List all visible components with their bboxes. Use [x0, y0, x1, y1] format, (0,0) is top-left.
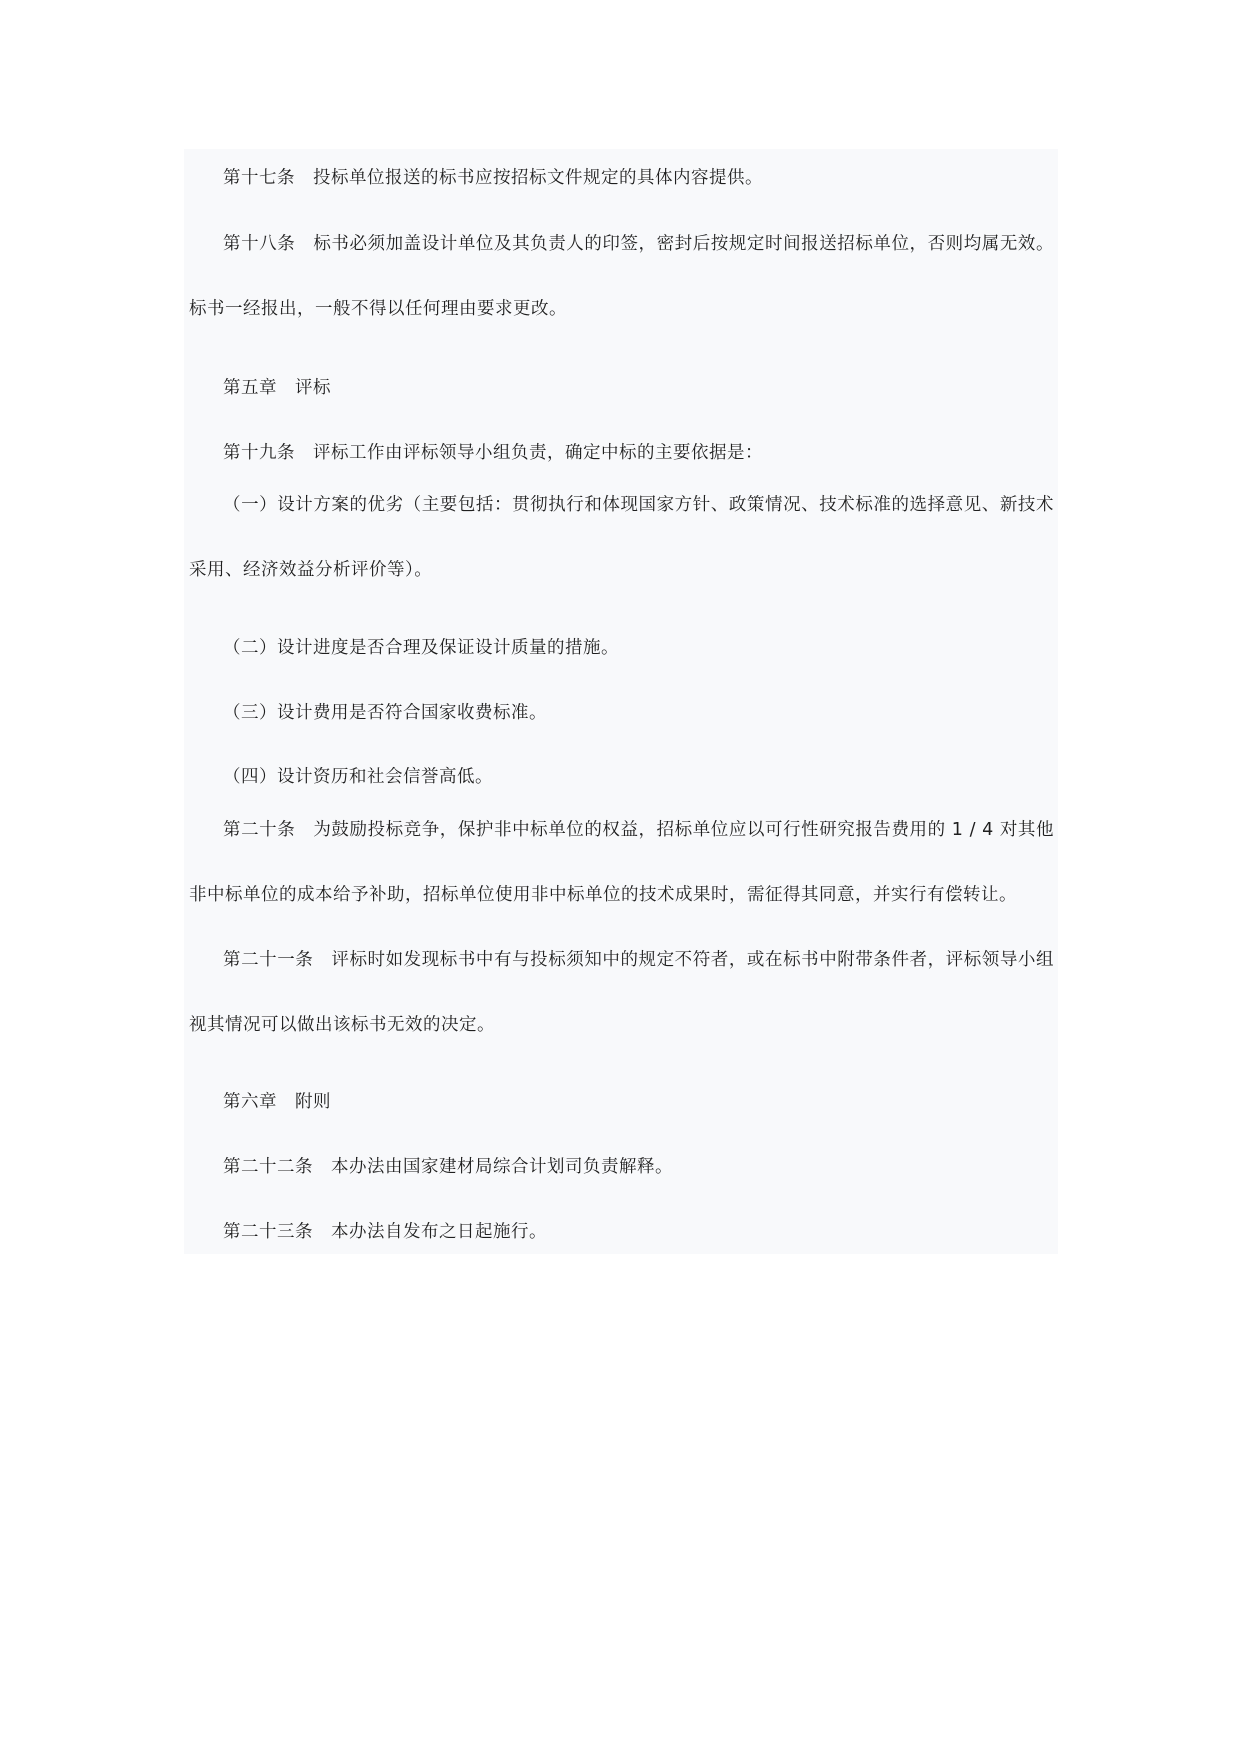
- chapter-6-heading: 第六章 附则: [223, 1092, 331, 1112]
- article-19: 第十九条 评标工作由评标领导小组负责，确定中标的主要依据是：: [223, 443, 763, 463]
- chapter-5-heading: 第五章 评标: [223, 378, 331, 398]
- criterion-4: （四）设计资历和社会信誉高低。: [223, 767, 493, 787]
- criterion-1: （一）设计方案的优劣（主要包括：贯彻执行和体现国家方针、政策情况、技术标准的选择意见、新技术采用、经济效益分析评价等）。: [189, 495, 1054, 580]
- article-18: 第十八条 标书必须加盖设计单位及其负责人的印签，密封后按规定时间报送招标单位，否则均属无效。标书一经报出，一般不得以任何理由要求更改。: [189, 234, 1054, 319]
- criterion-2: （二）设计进度是否合理及保证设计质量的措施。: [223, 638, 619, 658]
- document-body: [184, 149, 1058, 1254]
- article-22: 第二十二条 本办法由国家建材局综合计划司负责解释。: [223, 1157, 673, 1177]
- article-21: 第二十一条 评标时如发现标书中有与投标须知中的规定不符者，或在标书中附带条件者，评标领导小组视其情况可以做出该标书无效的决定。: [189, 950, 1054, 1035]
- article-20: 第二十条 为鼓励投标竞争，保护非中标单位的权益，招标单位应以可行性研究报告费用的 1 / 4 对其他非中标单位的成本给予补助，招标单位使用非中标单位的技术成果时，需征得其同意，并实行有偿转让。: [189, 820, 1054, 905]
- article-23: 第二十三条 本办法自发布之日起施行。: [223, 1222, 547, 1242]
- article-17: 第十七条 投标单位报送的标书应按招标文件规定的具体内容提供。: [223, 168, 763, 188]
- criterion-3: （三）设计费用是否符合国家收费标准。: [223, 703, 547, 723]
